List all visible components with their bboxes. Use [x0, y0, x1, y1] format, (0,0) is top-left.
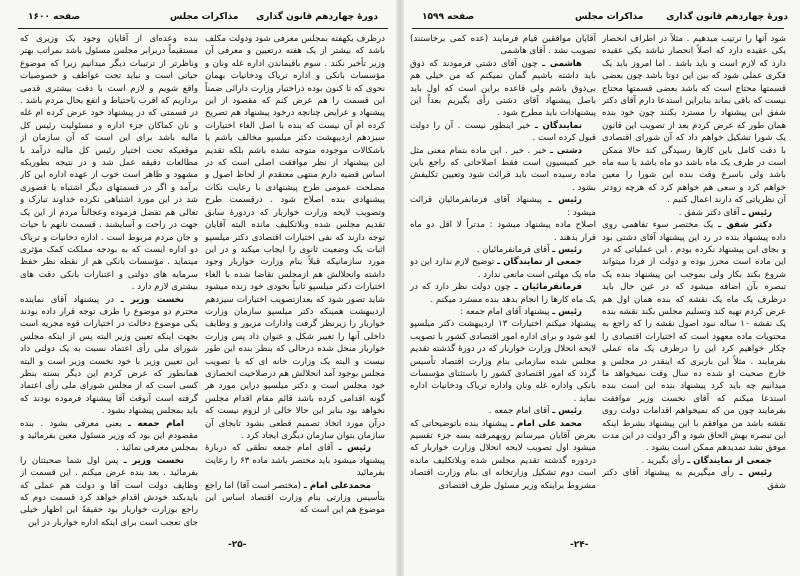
page-footer-number: -۲۵- [228, 540, 247, 550]
speaker-name: دشتی ـ [550, 145, 582, 156]
page-footer-number: -۲۴- [570, 540, 589, 550]
header-title: مذاکرات مجلس [170, 12, 239, 22]
header-rule [18, 28, 388, 29]
paragraph-text: چون دولت نظر دارد که در یک ماه کارها را انجام بدهد بنده مسترد میکنم . [410, 282, 596, 305]
text-column [205, 33, 385, 538]
speaker-name: رئیس ـ [552, 406, 582, 417]
paragraph-text: اصلاح ماده پیشنهاد میشود : مدتراً لا اقل دو ماه قرار بدهند . [410, 220, 596, 243]
paragraph [20, 294, 198, 418]
paragraph-text: آقای فرمانفرمائیان . [476, 244, 553, 255]
paragraph-text: آقای امام جمعه . [488, 406, 553, 417]
paragraph [602, 455, 786, 467]
paragraph-text: یک مختصر سوء تفاهمی روی داده پیشنهاد بنده در رد این پیشنهاد آقای دشتی بود و بجای این پیشنهاد نکرده بودم . این عملیاتی که در این ماده است محرز بوده و دولت از فردا میتواند شروع بکند بکار ولی بموجب این پیشنهاد بنده یک تبصره بآن اضافه میشود که در عین حال باید درظرف یک ماه یک نقشه که بنده همان اول هم عرض کردم تهیه کند وتسلیم مجلس بکند نقشه بنده یک نقشه ۱۰ ساله نبود اصول نقشه را که راجع به محتویات ماده معهود است که اختیارات اقتصادی را چکار خواهیم کرد این را درظرف یک ماه عملی بفرمایند . مثلاً این باربری که اینقدر در مجلس و خارج صحبت او شده ده سال وقت نمیخواهد ما میدانیم چه باید کرد پیشنهاد بنده این است بنده استدعا میکنم که آقای نخست وزیر موافقت بفرمایند چون من که نمیخواهم اقدامات دولت روی نقشه باشد من موافقم با این پیشنهاد بشرط اینکه این تبصره بهش الحاق شود و اگر دولت در این مدت موفق نشد تمدیدهم ممکن است بشود . [602, 220, 786, 454]
paragraph-text: یعنی معرفی بشود . بنده مقصودم این بود که وزیر مسئول معین بفرمائید و بمجلس معرفی نمائید . [20, 418, 198, 454]
text-column [602, 33, 786, 538]
speaker-name: جمعی از نمایندگان ـ [497, 257, 583, 268]
paragraph-text: رأی میگیریم به پیشنهاد آقای دکتر شفق [602, 468, 786, 491]
paragraph-text: (مختصر است آقا) اما راجع بتأسیس وزارتی بنام وزارت اقتصاد اساس این موضوع هم این است که [205, 480, 385, 516]
paragraph-text: پیشنهاد آقای فرمانفرمائیان قرائت میشود : [410, 195, 596, 218]
paragraph [410, 194, 596, 219]
paragraph [20, 33, 198, 294]
header-page-number: صفحه ۱۶۰۰ [28, 12, 81, 22]
speaker-name: رئیس ـ [742, 207, 772, 218]
paragraph [410, 418, 596, 492]
paragraph-text: آقای امام جمعه نطقی که دربارهٔ پیشنهاد میشود باید مختصر باشد ماده ۶۳ را رعایت بفرمائید [205, 443, 385, 479]
header-period: دورهٔ چهاردهم قانون گذاری [666, 12, 788, 22]
paragraph-text: درظرف یکهفته بمجلس معرفی شود ودولت مکلف باشد که بیشتر از یک هفته درتعیین و معرفی آن وزیر تأخیر نکند . سوم باقیماندن اداره غله ونان و مؤسسات بانکی و اداره تریاک ودخانیات بهمان نحوی که تا کنون بوده دراختیار وزارت دارائی ضمناً این قسمت را هم عرض کنم که مقصود از این پیشنهاد و عرایض چنانچه درخود پیشنهاد هم تصریح کرده ام آن نیست که بنده با اصل الغاء اختیارات سیزدهم اردیبهشت دکتر میلسپو مخالف باشم یا باشکالات موجوده متوجه نشده باشم بلکه تقدیم این پیشنهاد از نظر موافقت اصلی است که در اساس قضیه دارم منتهی معتقدم از لحاظ اصول و مصلحت عمومی طرح پیشنهادی با رعایت نکات پیشنهادی بنده اصلاح شود . درقسمت طرح وتصویب لایحه وزارت خواربار که دردورهٔ سابق تقدیم مجلس شده وبلاتکلیف مانده البته آقایان توجه دارند که نفی اختیارات اقتصادی دکتر میلسپو اثبات یک وضعیت ثانوی را ایجاب میکند و در این مورد سازمانیکه قبلاً بنام وزارت خواربار وجود داشته وانحلالش هم ازمجلس تقاضا شده با الغاء اختیارات دکتر میلسپو ثانیاً بخودی خود زنده میشود شاید تصور شود که بعدازتصویب اختیارات سیزدهم اردیبهشت همینکه دکتر میلسپو سازمان وزارت خواربار را زیرنظر گرفت وادارات مزبور و وظایف داخلی آنها را تغییر شکل و عنوان داد پس وزارت خواربار منحل شده درحالی که بنظر بنده این طور نیست و البته یک وزارت خانه ای که با تصویب مجلس بوجود آمد انحلالش هم درصلاحیت انحصاری خود مجلس است و دکتر میلسپو دراین مورد هر گونه اقدامی کرده باشد قائم مقام اقدام مجلس نخواهد بود بنابر این حالا خالی از لزوم نیست که درآن مورد اتخاذ تصمیم قطعی بشود تابجای آن سازمان بتوان سازمان دیگری ایجاد کرد . [205, 34, 385, 441]
header-page-number: صفحه ۱۵۹۹ [422, 12, 475, 22]
speaker-name: امام جمعه ـ [127, 418, 184, 429]
paragraph [602, 467, 786, 492]
paragraph [205, 442, 385, 479]
speaker-name: محمدعلی امام ـ [303, 480, 371, 491]
paragraph [410, 244, 596, 256]
header-rule [412, 28, 784, 29]
speaker-name: هاشمی ـ [542, 58, 582, 69]
header-period: دورهٔ چهاردهم قانون گذاری [256, 12, 378, 22]
paragraph [410, 120, 596, 145]
paragraph [205, 480, 385, 517]
paragraph-text: پیشنهاد آقای امام جمعه : [460, 306, 553, 317]
paragraph-text: خیر . خیر . این ماده بتمام معنی مثل خیر کمیسیون است فقط اصلاحاتی که راجع باین ماده رسیده است باید قرائت شود وتعیین تکلیفش بشود . [410, 145, 596, 193]
paragraph-text: در پیشنهاد آقای نماینده محترم دو موضوع را طرف توجه قرار داده بودند یکی موضوع دخالت در اختیارات قوه مجریه است بجهت اینکه تعیین وزیر البته پس از اینکه مجلس شورای ملی رأی اعتماد نسبت به یک دولتی داد این تعیین وزیر با خود نخست وزیر است و البته همانطور که عرض کردم این دیگر بسته بنظر کسی است که از مجلس شورای ملی رأی اعتماد گرفته است آنوقت آقا پیشنهاد فرموده بودند که باید بمجلس پیشنهاد بشود . [20, 294, 198, 417]
paragraph-text: رأی بگیرید . [641, 455, 688, 466]
speaker-name: جمعی از نمایندگان ـ [687, 455, 772, 466]
paragraph-text: پیشنهاد میکنم اختیارات ۱۳ اردیبهشت دکتر میلسپو لغو شود و برای اداره امور اقتصادی کشور با تصویب لایحه انحلال وزارت خواربار که در دورهٔ گذشته تقدیم مجلس شده سازمانی بنام وزارت اقتصاد تأسیس گردد که امور اقتصادی کشور را باستثنای مؤسسات بانکی واداره غله ونان واداره تریاک ودخانیات اداره نماید . [410, 319, 596, 404]
paragraph-text: بنده وعده‌ای از آقایان وجود یک وزیری که مستقیماً دربرابر مجلس مسئول باشد بمراتب بهتر وناظرتر از ترتیبات دیگر میدانیم زیرا که موضوع حیاتی است و نباید تحت عواطف و خصوصیات واقع شویم و لازم است با دقت بیشتری قدمی برداریم که اقرب باحتیاط و انفع بحال مردم باشد . در قسمتی که در پیشنهاد خود عرض کرده ام غله و نان کماکان جزء اداره و مسئولیت رئیس کل مالیه باشد برای این است که آن سازمان از موقعیکه تحت اختیار رئیس کل مالیه درآمد با مطالعات دقیقه عمل شد و در نتیجه بطوریکه مشهود و ظاهر است خوب از عهده اداره این کار برآمد و اگر در قسمتهای دیگر اشتباه یا قصوری شد در این مورد اشتباهی نکرده خداوند تبارک و تعالی هم تفضل فرموده وعجالتاً مردم از این یک جهت در راحت و آسایشند . قسمت نانهم با حیات و جان مردم مربوط است . اداره دخانیات و تریاک دو اداره ایست که به بودجه مملکت کمک مؤثری مینماید . مؤسسات بانکی هم از نقطه نظر حفظ سرمایه های دولتی و اعتبارات بانکی دقت های بیشتری لازم دارد . [20, 34, 198, 293]
paragraph-text: خیر اینطور نیست . آن را دولت قبول کرده است . [410, 120, 596, 144]
paragraph [20, 418, 198, 455]
speaker-name: نمایندگان ـ [534, 120, 583, 131]
speaker-name: نخست وزیر ـ [120, 294, 185, 305]
text-column [410, 33, 596, 538]
paragraph-text: پیشنهاد بنده باتوضیحاتی که بعرض آقایان میرسانم روبهمرفته بسه جزء تقسیم میشود اول تصویب لایحه انحلال وزارت خواربار که دردوره گذشته تقدیم مجلس شده وبلاتکلیف مانده است دوم تشکیل وزارتخانه ای بنام وزارت اقتصاد مشروط براینکه وزیر مسئول طرف اقتصادی [410, 418, 596, 491]
paragraph-text: آقایان موافقین قیام فرمایند (عده کمی برخاستند) تصویب نشد . آقای هاشمی [410, 34, 596, 57]
speaker-name: رئیس ـ [338, 443, 372, 454]
paragraph [410, 306, 596, 318]
paragraph [410, 219, 596, 244]
paragraph [410, 281, 596, 306]
paragraph [602, 33, 786, 207]
speaker-name: محمد علی امام ـ [510, 418, 582, 429]
paragraph [410, 145, 596, 195]
paragraph [410, 256, 596, 281]
paragraph [20, 455, 198, 529]
paragraph-text: شود آنها را ترتیب میدهیم . مثلاً در اطراف انحصار یکی عقیده دارد که اصلاً انحصار نباشد یکی عقیده دارد که لازم است و باید باشد . اما امروز باید یک فکری عملی شود که بین این دوتا باشد چون بعضی قسمتها محتاج است که باشد بعضی قسمتها محتاج نیست که باقی بماند بنابراین استدعا دارم آقای دکتر شفق این پیشنهاد را مسترد بکنند چون خود بنده همان طور که عرض کردم بعد از تصویب این قانون یک شورا تشکیل خواهم داد که آن شورای اقتصادی با دقت کامل باین کارها رسیدگی کند حالا ممکن است در ظرف یک ماه باشد دو ماه باشد یا سه ماه باشد ولی باسرع وقت بنده این شورا را معین خواهم کرد و سعی هم خواهم کرد که هرچه زودتر آن نظریاتی که دارند اعمال کنیم . [602, 34, 786, 206]
paragraph [410, 58, 596, 120]
text-column [20, 33, 198, 538]
paragraph [205, 33, 385, 442]
paragraph [410, 33, 596, 58]
speaker-name: فرمانفرمائیان ـ [514, 282, 582, 293]
paragraph-text: آقای دکتر شفق . [678, 207, 743, 218]
header-title: مذاکرات مجلس [575, 12, 644, 22]
paragraph [602, 207, 786, 219]
paragraph-text: چون آقای دشتی فرمودند که ذوق باید داشته باشیم گمان نمیکنم که من خیلی هم بی‌ذوق باشم ولی قاعده براین است که اول باید باصل پیشنهاد آقای دشتی رأی بگیریم بعداً این پیشنهادات باید مطرح شود . [410, 58, 596, 119]
paragraph-text: توضیح لازم ندارد این دو ماه یک مهلتی است مانعی ندارد . [410, 257, 596, 280]
paragraph [410, 318, 596, 405]
book-gutter [396, 0, 404, 576]
paragraph-text: پس اول شما صحبتتان را بفرمائید . بعد بنده عرض میکنم . این قسمت از وظایف دولت است آقا و دولت هم عملی که بایدبکند خودش اقدام خواهد کرد قسمت دوم که راجع بوزارت خواربار بود حقیقةً این اظهار خیلی جای تعجب است برای اینکه اداره خواربار در این [20, 455, 198, 528]
speaker-name: نخست وزیر ـ [123, 455, 185, 466]
paragraph [602, 219, 786, 455]
speaker-name: رئیس ـ [552, 306, 582, 317]
speaker-name: رئیس ـ [552, 244, 582, 255]
speaker-name: رئیس ـ [548, 195, 582, 206]
page-1599 [400, 0, 800, 576]
speaker-name: دکتر شفق ـ [718, 220, 772, 231]
paragraph [410, 405, 596, 417]
speaker-name: رئیس ـ [739, 468, 772, 479]
